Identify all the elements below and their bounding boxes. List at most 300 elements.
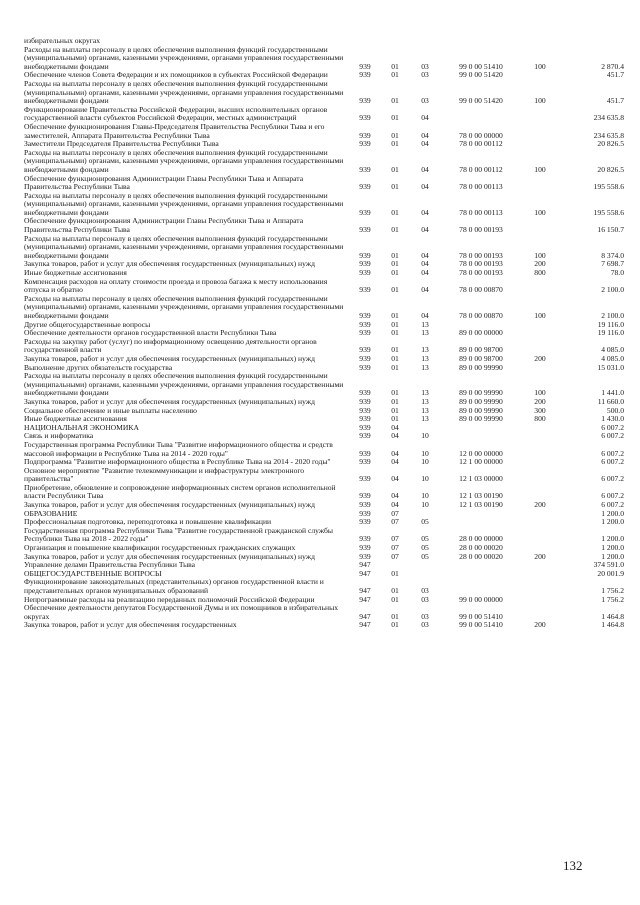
row-name: Расходы на выплаты персоналу в целях обеспечения выполнения функций государственными (муниципальными) органами, казенными учреждениями, органами управления государственными внебюджетными фондами xyxy=(24,147,344,174)
row-name: Иные бюджетные ассигнования xyxy=(24,268,127,278)
row-target-article-code: 89 0 00 99990 xyxy=(459,396,503,406)
row-name: Обеспечение деятельности депутатов Государственной Думы и их помощников в избирательных округах xyxy=(24,603,339,621)
row-target-article-code: 99 0 00 51420 xyxy=(459,70,503,80)
row-subsection-code: 03 xyxy=(421,611,429,621)
row-name: Подпрограмма "Развитие информационного общества в Республике Тыва на 2014 - 2020 годы" xyxy=(24,457,331,467)
row-section-code: 04 xyxy=(391,422,399,432)
row-ved-code: 939 xyxy=(359,328,371,338)
row-amount: 1 200.0 xyxy=(601,543,624,553)
row-section-code: 01 xyxy=(391,225,399,235)
row-amount: 78.0 xyxy=(610,268,624,278)
row-expense-type-code xyxy=(522,432,558,441)
row-name: Основное мероприятие "Развитие телекоммуникации и инфраструктуры электронного правительства" xyxy=(24,465,305,484)
row-subsection-code: 04 xyxy=(421,268,429,278)
row-ved-code: 939 xyxy=(359,500,371,510)
row-target-article-code: 78 0 00 00000 xyxy=(459,130,503,140)
row-target-article-code: 89 0 00 99990 xyxy=(459,362,503,372)
row-name: НАЦИОНАЛЬНАЯ ЭКОНОМИКА xyxy=(24,422,139,432)
row-name: Расходы на выплаты персоналу в целях обеспечения выполнения функций государственными (муниципальными) органами, казенными учреждениями, органами управления государственными внебюджетными фондами xyxy=(24,233,344,260)
row-subsection-code: 13 xyxy=(421,388,429,398)
table-row xyxy=(24,484,626,501)
table-row xyxy=(24,80,626,106)
row-section-code: 01 xyxy=(391,207,399,217)
row-amount: 1 756.2 xyxy=(601,586,624,595)
row-subsection-code xyxy=(410,570,440,579)
row-target-article-code: 99 0 00 51410 xyxy=(459,611,503,621)
row-ved-code: 947 xyxy=(359,620,371,630)
row-subsection-code: 04 xyxy=(421,182,429,192)
row-expense-type-code: 100 xyxy=(534,207,546,217)
row-section-code: 07 xyxy=(391,543,399,553)
row-name: Закупка товаров, работ и услуг для обеспечения государственных (муниципальных) нужд xyxy=(24,551,315,561)
row-expense-type-code: 100 xyxy=(534,96,546,106)
row-ved-code: 939 xyxy=(359,474,371,484)
row-expense-type-code xyxy=(522,37,558,46)
row-ved-code: 939 xyxy=(359,353,371,363)
table-row xyxy=(24,338,626,355)
row-subsection-code: 13 xyxy=(421,396,429,406)
row-amount: 195 558.6 xyxy=(593,207,624,217)
row-amount: 6 007.2 xyxy=(601,457,624,467)
row-amount: 7 698.7 xyxy=(601,259,624,269)
row-amount: 451.7 xyxy=(606,96,624,106)
row-amount: 500.0 xyxy=(606,405,624,415)
row-expense-type-code xyxy=(522,527,558,544)
row-section-code: 01 xyxy=(391,164,399,174)
row-section-code: 01 xyxy=(391,611,399,621)
row-target-article-code: 78 0 00 00193 xyxy=(459,250,503,260)
row-expense-type-code xyxy=(522,321,558,330)
row-expense-type-code: 100 xyxy=(534,250,546,260)
row-ved-code: 939 xyxy=(359,551,371,561)
row-amount: 1 756.2 xyxy=(601,594,624,604)
row-amount: 1 200.0 xyxy=(601,508,624,518)
row-target-article-code: 99 0 00 51420 xyxy=(459,96,503,106)
row-expense-type-code xyxy=(522,510,558,519)
table-row xyxy=(24,527,626,544)
row-amount: 20 001.9 xyxy=(597,568,624,578)
row-name: Обеспечение членов Совета Федерации и их помощников в субъектах Российской Федерации xyxy=(24,70,328,80)
row-ved-code: 947 xyxy=(359,611,371,621)
row-expense-type-code: 800 xyxy=(534,268,546,278)
row-name: Обеспечение функционирования Администрации Главы Республики Тыва и Аппарата Правительства Республики Тыва xyxy=(24,216,304,235)
row-section-code: 04 xyxy=(391,500,399,510)
row-ved-code: 939 xyxy=(359,345,371,355)
row-amount: 6 007.2 xyxy=(601,474,624,484)
page-number: 132 xyxy=(563,858,583,873)
row-expense-type-code: 200 xyxy=(534,551,546,561)
row-amount: 374 591.0 xyxy=(593,560,624,570)
row-name: Приобретение, обновление и сопровождение информационных систем органов исполнительной власти Республики Тыва xyxy=(24,482,336,501)
row-subsection-code: 05 xyxy=(421,517,429,527)
table-row xyxy=(24,46,626,72)
row-expense-type-code xyxy=(522,175,558,192)
row-subsection-code: 10 xyxy=(421,474,429,484)
row-target-article-code: 12 1 03 00000 xyxy=(459,474,503,484)
row-name: Функционирование Правительства Российской Федерации, высших исполнительных органов государственной власти субъектов Российской Федерации, местных администраций xyxy=(24,104,328,123)
row-section-code: 01 xyxy=(391,568,399,578)
row-section-code: 04 xyxy=(391,448,399,458)
row-ved-code: 939 xyxy=(359,319,371,329)
row-name: Профессиональная подготовка, переподготовка и повышение квалификации xyxy=(24,517,272,527)
row-section-code: 04 xyxy=(391,457,399,467)
table-row xyxy=(24,235,626,261)
row-subsection-code: 04 xyxy=(421,164,429,174)
row-section-code: 01 xyxy=(391,620,399,630)
row-expense-type-code xyxy=(522,217,558,234)
row-expense-type-code: 200 xyxy=(534,259,546,269)
row-ved-code: 939 xyxy=(359,508,371,518)
row-section-code: 01 xyxy=(391,414,399,424)
row-expense-type-code xyxy=(522,467,558,484)
row-amount: 451.7 xyxy=(606,70,624,80)
row-ved-code: 939 xyxy=(359,517,371,527)
row-subsection-code: 03 xyxy=(421,594,429,604)
row-expense-type-code xyxy=(522,561,558,570)
row-subsection-code: 03 xyxy=(421,96,429,106)
row-amount: 1 200.0 xyxy=(601,551,624,561)
table-row xyxy=(24,192,626,218)
row-expense-type-code xyxy=(522,458,558,467)
row-subsection-code: 04 xyxy=(421,139,429,149)
row-subsection-code: 13 xyxy=(421,353,429,363)
row-ved-code: 939 xyxy=(359,311,371,320)
row-ved-code: 939 xyxy=(359,268,371,278)
row-section-code: 01 xyxy=(391,250,399,260)
row-name: Компенсация расходов на оплату стоимости проезда и провоза багажа к месту использования отпуска и обратно xyxy=(24,276,328,295)
row-section-code: 01 xyxy=(391,61,399,71)
row-target-article-code xyxy=(440,106,522,123)
row-subsection-code: 10 xyxy=(421,491,429,501)
row-amount: 6 007.2 xyxy=(601,500,624,510)
row-target-article-code: 99 0 00 51410 xyxy=(459,61,503,71)
row-ved-code: 939 xyxy=(359,543,371,553)
row-amount xyxy=(558,37,626,46)
row-expense-type-code: 300 xyxy=(534,405,546,415)
row-section-code: 01 xyxy=(391,388,399,398)
row-ved-code: 939 xyxy=(359,61,371,71)
row-expense-type-code xyxy=(522,424,558,433)
row-section-code: 01 xyxy=(391,259,399,269)
table-row xyxy=(24,604,626,621)
row-section-code: 01 xyxy=(391,70,399,80)
row-subsection-code: 04 xyxy=(421,259,429,269)
row-ved-code: 939 xyxy=(359,250,371,260)
row-name: Расходы на выплаты персоналу в целях обеспечения выполнения функций государственными (муниципальными) органами, казенными учреждениями, органами управления государственными внебюджетными фондами xyxy=(24,190,344,217)
row-ved-code: 939 xyxy=(359,405,371,415)
row-expense-type-code: 800 xyxy=(534,414,546,424)
row-expense-type-code xyxy=(522,570,558,579)
row-name: ОБЩЕГОСУДАРСТВЕННЫЕ ВОПРОСЫ xyxy=(24,568,162,578)
row-amount: 11 660.0 xyxy=(597,396,624,406)
row-name: Расходы на выплаты персоналу в целях обеспечения выполнения функций государственными (муниципальными) органами, казенными учреждениями, органами управления государственными внебюджетными фондами xyxy=(24,44,344,71)
row-target-article-code: 12 1 03 00190 xyxy=(459,500,503,510)
row-subsection-code: 04 xyxy=(421,311,429,320)
row-target-article-code: 89 0 00 98700 xyxy=(459,353,503,363)
table-row xyxy=(24,578,626,595)
row-subsection-code: 13 xyxy=(421,362,429,372)
row-name: Заместители Председателя Правительства Республики Тыва xyxy=(24,139,219,149)
row-target-article-code: 78 0 00 00112 xyxy=(459,164,503,174)
row-section-code: 01 xyxy=(391,319,399,329)
row-section-code: 01 xyxy=(391,345,399,355)
row-section-code: 01 xyxy=(391,353,399,363)
row-section-code: 01 xyxy=(391,311,399,320)
row-target-article-code xyxy=(440,518,522,527)
row-target-article-code: 78 0 00 00193 xyxy=(459,268,503,278)
row-name: Закупка товаров, работ и услуг для обеспечения государственных xyxy=(24,620,237,630)
table-row xyxy=(24,372,626,398)
row-ved-code: 939 xyxy=(359,491,371,501)
row-name: Расходы на закупку работ (услуг) по информационному освещению деятельности органов государственной власти xyxy=(24,336,317,355)
row-amount: 234 635.8 xyxy=(593,113,624,123)
row-target-article-code: 12 0 00 00000 xyxy=(459,448,503,458)
row-target-article-code: 89 0 00 98700 xyxy=(459,345,503,355)
row-target-article-code: 12 1 03 00190 xyxy=(459,491,503,501)
row-subsection-code: 05 xyxy=(421,551,429,561)
row-expense-type-code xyxy=(522,106,558,123)
row-amount: 1 464.8 xyxy=(601,611,624,621)
row-section-code: 01 xyxy=(391,96,399,106)
row-ved-code: 939 xyxy=(359,225,371,235)
row-ved-code: 939 xyxy=(359,534,371,544)
row-name: Связь и информатика xyxy=(24,431,94,441)
row-subsection-code: 04 xyxy=(421,285,429,295)
row-section-code: 01 xyxy=(391,268,399,278)
row-amount: 4 085.0 xyxy=(601,345,624,355)
row-name: Организация и повышение квалификации государственных гражданских служащих xyxy=(24,543,296,553)
row-target-article-code: 28 0 00 00000 xyxy=(459,534,503,544)
row-expense-type-code xyxy=(522,278,558,295)
row-target-article-code: 28 0 00 00020 xyxy=(459,543,503,553)
row-target-article-code: 89 0 00 99990 xyxy=(459,414,503,424)
row-target-article-code xyxy=(440,570,522,579)
row-name: Расходы на выплаты персоналу в целях обеспечения выполнения функций государственными (муниципальными) органами, казенными учреждениями, органами управления государственными внебюджетными фондами xyxy=(24,78,344,106)
row-subsection-code: 03 xyxy=(421,586,429,595)
row-ved-code: 939 xyxy=(359,70,371,80)
table-row xyxy=(24,123,626,140)
row-name: Другие общегосударственные вопросы xyxy=(24,319,151,329)
row-subsection-code: 04 xyxy=(421,250,429,260)
row-subsection-code xyxy=(410,561,440,570)
row-section-code xyxy=(380,37,410,46)
row-ved-code: 939 xyxy=(359,113,371,123)
row-target-article-code: 78 0 00 00193 xyxy=(459,225,503,235)
row-name: Иные бюджетные ассигнования xyxy=(24,414,127,424)
row-target-article-code: 99 0 00 51410 xyxy=(459,620,503,630)
row-name: Управление делами Правительства Республики Тыва xyxy=(24,560,196,570)
row-target-article-code: 89 0 00 99990 xyxy=(459,388,503,398)
row-subsection-code: 13 xyxy=(421,328,429,338)
row-target-article-code xyxy=(440,37,522,46)
row-section-code: 07 xyxy=(391,517,399,527)
table-row xyxy=(24,621,626,630)
row-ved-code: 947 xyxy=(359,560,371,570)
row-amount: 1 441.0 xyxy=(601,388,624,398)
row-expense-type-code xyxy=(522,604,558,621)
row-subsection-code: 04 xyxy=(421,207,429,217)
row-ved-code xyxy=(350,37,380,46)
row-amount: 1 200.0 xyxy=(601,517,624,527)
row-amount: 2 870.4 xyxy=(601,61,624,71)
row-amount: 6 007.2 xyxy=(601,491,624,501)
row-name: Расходы на выплаты персоналу в целях обеспечения выполнения функций государственными (муниципальными) органами, казенными учреждениями, органами управления государственными внебюджетными фондами xyxy=(24,371,344,398)
budget-table-body xyxy=(24,37,626,630)
row-target-article-code xyxy=(440,510,522,519)
row-target-article-code: 89 0 00 00000 xyxy=(459,328,503,338)
row-expense-type-code: 100 xyxy=(534,164,546,174)
row-target-article-code xyxy=(440,424,522,433)
row-target-article-code: 78 0 00 00193 xyxy=(459,259,503,269)
row-expense-type-code xyxy=(522,123,558,140)
row-expense-type-code: 100 xyxy=(534,388,546,398)
row-ved-code: 939 xyxy=(359,139,371,149)
row-subsection-code: 13 xyxy=(421,319,429,329)
row-name: Закупка товаров, работ и услуг для обеспечения государственных (муниципальных) нужд xyxy=(24,353,315,363)
row-subsection-code: 03 xyxy=(421,70,429,80)
row-ved-code: 939 xyxy=(359,96,371,106)
row-section-code: 01 xyxy=(391,285,399,295)
row-amount: 8 374.0 xyxy=(601,250,624,260)
row-amount: 19 116.0 xyxy=(597,319,624,329)
row-name: Государственная программа Республики Тыва "Развитие информационного общества и средств массовой информации в Республике Тыва на 2014 - 2020 годы" xyxy=(24,439,333,458)
row-amount: 4 085.0 xyxy=(601,353,624,363)
table-row xyxy=(24,149,626,175)
row-amount: 1 200.0 xyxy=(601,534,624,544)
row-name: Обеспечение функционирования Администрации Главы Республики Тыва и Аппарата Правительства Республики Тыва xyxy=(24,173,304,192)
row-ved-code: 939 xyxy=(359,414,371,424)
row-ved-code: 947 xyxy=(359,594,371,604)
row-amount: 20 826.5 xyxy=(597,139,624,149)
row-subsection-code: 13 xyxy=(421,405,429,415)
row-expense-type-code xyxy=(522,484,558,501)
row-expense-type-code xyxy=(522,140,558,149)
row-ved-code: 939 xyxy=(359,182,371,192)
row-section-code: 07 xyxy=(391,534,399,544)
row-subsection-code: 04 xyxy=(421,113,429,123)
row-target-article-code: 78 0 00 00112 xyxy=(459,139,503,149)
row-target-article-code: 78 0 00 00870 xyxy=(459,285,503,295)
row-expense-type-code xyxy=(522,329,558,338)
table-row xyxy=(24,501,626,510)
row-ved-code: 939 xyxy=(359,130,371,140)
table-row xyxy=(24,295,626,321)
table-row xyxy=(24,441,626,458)
row-section-code: 04 xyxy=(391,474,399,484)
row-target-article-code xyxy=(440,578,522,595)
row-subsection-code: 04 xyxy=(421,225,429,235)
row-expense-type-code: 200 xyxy=(534,500,546,510)
row-target-article-code: 78 0 00 00113 xyxy=(459,182,503,192)
row-section-code: 01 xyxy=(391,182,399,192)
row-ved-code: 939 xyxy=(359,259,371,269)
row-subsection-code: 03 xyxy=(421,61,429,71)
row-section-code: 01 xyxy=(391,594,399,604)
table-row xyxy=(24,175,626,192)
row-subsection-code: 03 xyxy=(421,620,429,630)
row-section-code: 01 xyxy=(391,113,399,123)
row-name: Обеспечение деятельности органов государственной власти Республики Тыва xyxy=(24,328,277,338)
row-amount: 20 826.5 xyxy=(597,164,624,174)
row-subsection-code xyxy=(410,37,440,46)
row-section-code: 01 xyxy=(391,396,399,406)
row-ved-code: 939 xyxy=(359,285,371,295)
row-expense-type-code xyxy=(522,596,558,605)
row-amount: 19 116.0 xyxy=(597,328,624,338)
row-target-article-code: 28 0 00 00020 xyxy=(459,551,503,561)
row-name: Закупка товаров, работ и услуг для обеспечения государственных (муниципальных) нужд xyxy=(24,500,315,510)
row-section-code: 07 xyxy=(391,551,399,561)
row-amount: 15 031.0 xyxy=(597,362,624,372)
row-ved-code: 939 xyxy=(359,431,371,441)
row-subsection-code: 10 xyxy=(421,431,429,441)
row-amount: 2 100.0 xyxy=(601,311,624,320)
row-subsection-code: 13 xyxy=(421,414,429,424)
row-expense-type-code xyxy=(522,441,558,458)
row-subsection-code: 05 xyxy=(421,534,429,544)
table-row xyxy=(24,424,626,433)
row-section-code: 04 xyxy=(391,491,399,501)
row-section-code: 01 xyxy=(391,328,399,338)
row-expense-type-code: 100 xyxy=(534,61,546,71)
row-ved-code: 939 xyxy=(359,448,371,458)
row-amount: 195 558.6 xyxy=(593,182,624,192)
row-name: Закупка товаров, работ и услуг для обеспечения государственных (муниципальных) нужд xyxy=(24,259,315,269)
row-amount: 6 007.2 xyxy=(601,431,624,441)
table-row xyxy=(24,278,626,295)
row-ved-code: 939 xyxy=(359,396,371,406)
row-amount: 234 635.8 xyxy=(593,130,624,140)
row-subsection-code: 10 xyxy=(421,457,429,467)
row-expense-type-code: 100 xyxy=(534,311,546,320)
row-ved-code: 939 xyxy=(359,457,371,467)
row-ved-code: 939 xyxy=(359,422,371,432)
row-target-article-code: 99 0 00 00000 xyxy=(459,594,503,604)
row-subsection-code: 05 xyxy=(421,543,429,553)
row-ved-code: 947 xyxy=(359,586,371,595)
row-subsection-code: 13 xyxy=(421,345,429,355)
row-name: Социальное обеспечение и иные выплаты населению xyxy=(24,405,197,415)
row-amount: 2 100.0 xyxy=(601,285,624,295)
row-amount: 1 430.0 xyxy=(601,414,624,424)
row-expense-type-code xyxy=(522,338,558,355)
row-name: ОБРАЗОВАНИЕ xyxy=(24,508,78,518)
row-expense-type-code xyxy=(522,71,558,80)
row-expense-type-code xyxy=(522,518,558,527)
row-subsection-code: 10 xyxy=(421,500,429,510)
row-ved-code: 939 xyxy=(359,362,371,372)
row-amount: 6 007.2 xyxy=(601,448,624,458)
row-expense-type-code: 200 xyxy=(534,353,546,363)
row-target-article-code xyxy=(440,432,522,441)
row-target-article-code: 89 0 00 99990 xyxy=(459,405,503,415)
row-target-article-code: 78 0 00 00113 xyxy=(459,207,503,217)
row-expense-type-code: 200 xyxy=(534,620,546,630)
row-name: Функционирование законодательных (представительных) органов государственной власти и представительных органов муниципальных образований xyxy=(24,577,324,595)
row-amount: 1 464.8 xyxy=(601,620,624,630)
row-section-code: 07 xyxy=(391,508,399,518)
row-subsection-code: 10 xyxy=(421,448,429,458)
row-target-article-code: 78 0 00 00870 xyxy=(459,311,503,320)
row-ved-code: 947 xyxy=(359,568,371,578)
budget-table xyxy=(24,37,626,630)
table-row xyxy=(24,106,626,123)
row-name: Расходы на выплаты персоналу в целях обеспечения выполнения функций государственными (муниципальными) органами, казенными учреждениями, органами управления государственными внебюджетными фондами xyxy=(24,293,344,320)
row-expense-type-code xyxy=(522,364,558,373)
row-section-code: 01 xyxy=(391,130,399,140)
row-target-article-code: 12 1 00 00000 xyxy=(459,457,503,467)
row-ved-code: 939 xyxy=(359,207,371,217)
